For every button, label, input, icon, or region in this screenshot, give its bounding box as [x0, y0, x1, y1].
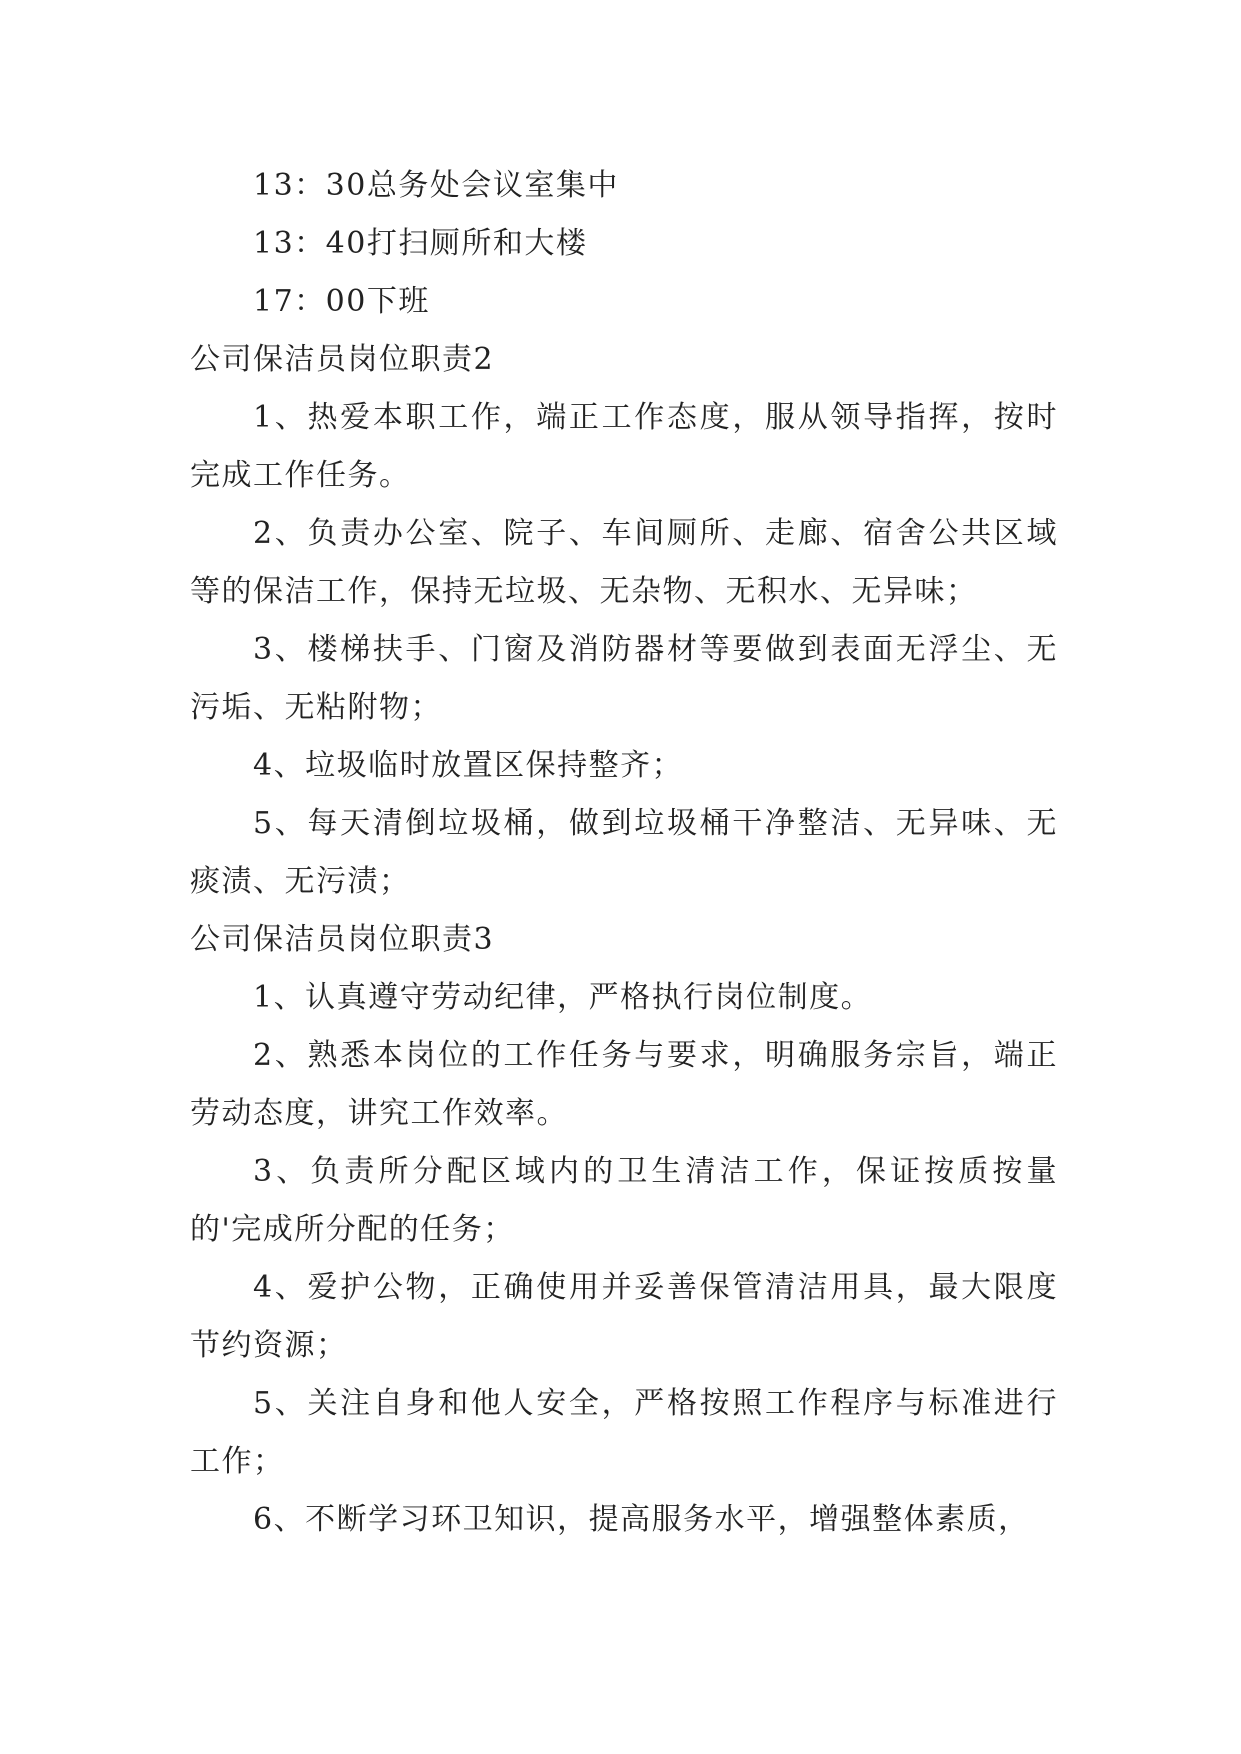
- duty-item: 3、楼梯扶手、门窗及消防器材等要做到表面无浮尘、无污垢、无粘附物；: [190, 632, 1058, 725]
- duty-item: 6、不断学习环卫知识，提高服务水平，增强整体素质，: [253, 1502, 1030, 1537]
- duty-item: 4、垃圾临时放置区保持整齐；: [253, 748, 684, 783]
- duty-item: 4、爱护公物，正确使用并妥善保管清洁用具，最大限度节约资源；: [190, 1270, 1058, 1363]
- section-heading: 公司保洁员岗位职责3: [190, 922, 495, 957]
- duty-item: 5、每天清倒垃圾桶，做到垃圾桶干净整洁、无异味、无痰渍、无污渍；: [190, 806, 1058, 899]
- duty-item: 3、负责所分配区域内的卫生清洁工作，保证按质按量的'完成所分配的任务；: [190, 1154, 1058, 1247]
- schedule-line: 13：40打扫厕所和大楼: [253, 226, 588, 261]
- section-heading: 公司保洁员岗位职责2: [190, 342, 495, 377]
- schedule-line: 17：00下班: [253, 284, 430, 319]
- duty-item: 2、负责办公室、院子、车间厕所、走廊、宿舍公共区域等的保洁工作，保持无垃圾、无杂物、无积水、无异味；: [190, 516, 1058, 609]
- duty-item: 1、热爱本职工作，端正工作态度，服从领导指挥，按时完成工作任务。: [190, 400, 1058, 493]
- document-body: [190, 157, 1058, 1549]
- duty-item: 5、关注自身和他人安全，严格按照工作程序与标准进行工作；: [190, 1386, 1058, 1479]
- duty-item: 1、认真遵守劳动纪律，严格执行岗位制度。: [253, 980, 873, 1015]
- schedule-line: 13：30总务处会议室集中: [253, 168, 619, 203]
- duty-item: 2、熟悉本岗位的工作任务与要求，明确服务宗旨，端正劳动态度，讲究工作效率。: [190, 1038, 1058, 1131]
